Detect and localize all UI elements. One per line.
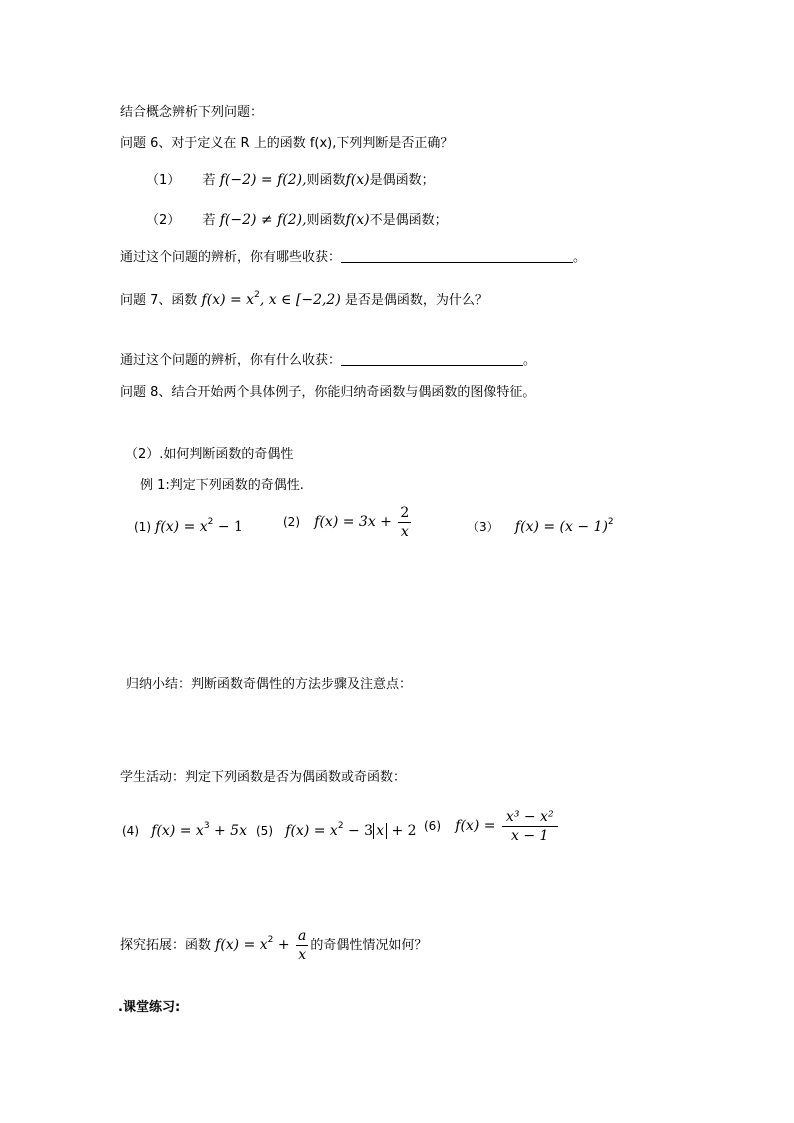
question-6-item-2: [146, 210, 448, 231]
summary-text: 归纳小结：判断函数奇偶性的方法步骤及注意点：: [126, 677, 413, 692]
math-expression: f(−2) = f(2),: [219, 172, 307, 188]
denominator: x: [298, 947, 307, 963]
math-expression: f(x) = x: [155, 519, 208, 535]
activity-item-5: [256, 816, 417, 842]
q6-harvest-line: [120, 248, 586, 268]
activity-item-4: [122, 816, 247, 842]
item-number: (6): [424, 819, 441, 833]
math-expression: − 1: [213, 519, 243, 535]
item-number: (1): [134, 520, 151, 534]
superscript: 2: [607, 517, 614, 527]
practice-heading: .课堂练习:: [118, 1000, 181, 1015]
answer-blank[interactable]: [341, 351, 523, 366]
math-expression: f(x) = x: [285, 823, 338, 839]
question-text: 的奇偶性情况如何？: [310, 938, 428, 953]
math-expression: , x ∈ [−2,2): [259, 292, 341, 308]
math-expression: f(x) = x: [215, 937, 268, 953]
item-text: 则函数: [306, 173, 346, 188]
math-expression: f(x) =: [455, 818, 500, 834]
item-number: (5): [256, 824, 273, 838]
math-expression: f(x) = x: [151, 823, 204, 839]
math-expression: f(x) = x: [201, 292, 255, 308]
item-number: (2): [283, 515, 300, 529]
question-6-item-1: [146, 170, 435, 191]
math-expression: f(−2) ≠ f(2),: [219, 212, 307, 228]
period: 。: [523, 353, 537, 368]
math-expression: f(x) = (x − 1): [514, 519, 608, 535]
item-number: （1）: [146, 173, 181, 188]
item-text: 不是偶函数；: [369, 213, 448, 228]
period: 。: [573, 250, 587, 265]
extension-question: [120, 921, 427, 965]
example-1-title: 例 1:判定下列函数的奇偶性.: [140, 478, 304, 493]
math-expression: f(x): [345, 172, 370, 188]
math-expression: + 5x: [209, 823, 247, 839]
harvest-prompt: 通过这个问题的辨析，你有哪些收获：: [120, 250, 342, 265]
item-number: （2）: [146, 213, 181, 228]
fraction: [398, 504, 411, 541]
question-7: [120, 285, 488, 311]
activity-item-6: [424, 806, 560, 847]
denominator: x: [400, 524, 409, 540]
example-1-item-1: [134, 512, 243, 538]
question-8: 问题 8、结合开始两个具体例子，你能归纳奇函数与偶函数的图像特征。: [120, 385, 536, 400]
intro-text: 结合概念辨析下列问题：: [120, 105, 264, 120]
denominator: x − 1: [511, 828, 549, 844]
absolute-value: x: [373, 823, 387, 839]
question-text: 问题 7、函数: [120, 293, 202, 308]
activity-title: 学生活动：判定下列函数是否为偶函数或奇函数：: [120, 770, 407, 785]
item-number: (4): [122, 824, 139, 838]
item-text: 是偶函数；: [369, 173, 435, 188]
numerator: x³ − x²: [502, 808, 558, 827]
question-text: 是否是偶函数，为什么？: [340, 293, 488, 308]
numerator: 2: [400, 505, 410, 521]
answer-blank[interactable]: [341, 248, 573, 263]
superscript: 2: [337, 821, 344, 831]
q7-harvest-line: [120, 351, 536, 371]
fraction: [502, 808, 558, 845]
math-expression: f(x) = 3x +: [314, 514, 397, 530]
superscript: 2: [254, 290, 260, 300]
superscript: 2: [267, 935, 274, 945]
item-text: 则函数: [306, 213, 346, 228]
example-1-item-3: [467, 512, 614, 538]
math-expression: + 2: [387, 823, 417, 839]
fraction: [296, 927, 308, 964]
item-number: （3）: [467, 520, 499, 534]
question-6: 问题 6、对于定义在 R 上的函数 f(x),下列判断是否正确？: [120, 136, 454, 151]
item-text: 若: [202, 173, 220, 188]
numerator: a: [298, 928, 307, 944]
question-text: 探究拓展：函数: [120, 938, 216, 953]
superscript: 2: [207, 517, 214, 527]
item-text: 若: [202, 213, 220, 228]
example-1-item-2: [283, 503, 413, 542]
math-expression: +: [273, 937, 295, 953]
math-expression: f(x): [345, 212, 370, 228]
section-2-heading: （2）.如何判断函数的奇偶性: [125, 447, 294, 462]
harvest-prompt: 通过这个问题的辨析，你有什么收获：: [120, 353, 342, 368]
math-expression: − 3: [343, 823, 374, 839]
superscript: 3: [203, 821, 210, 831]
